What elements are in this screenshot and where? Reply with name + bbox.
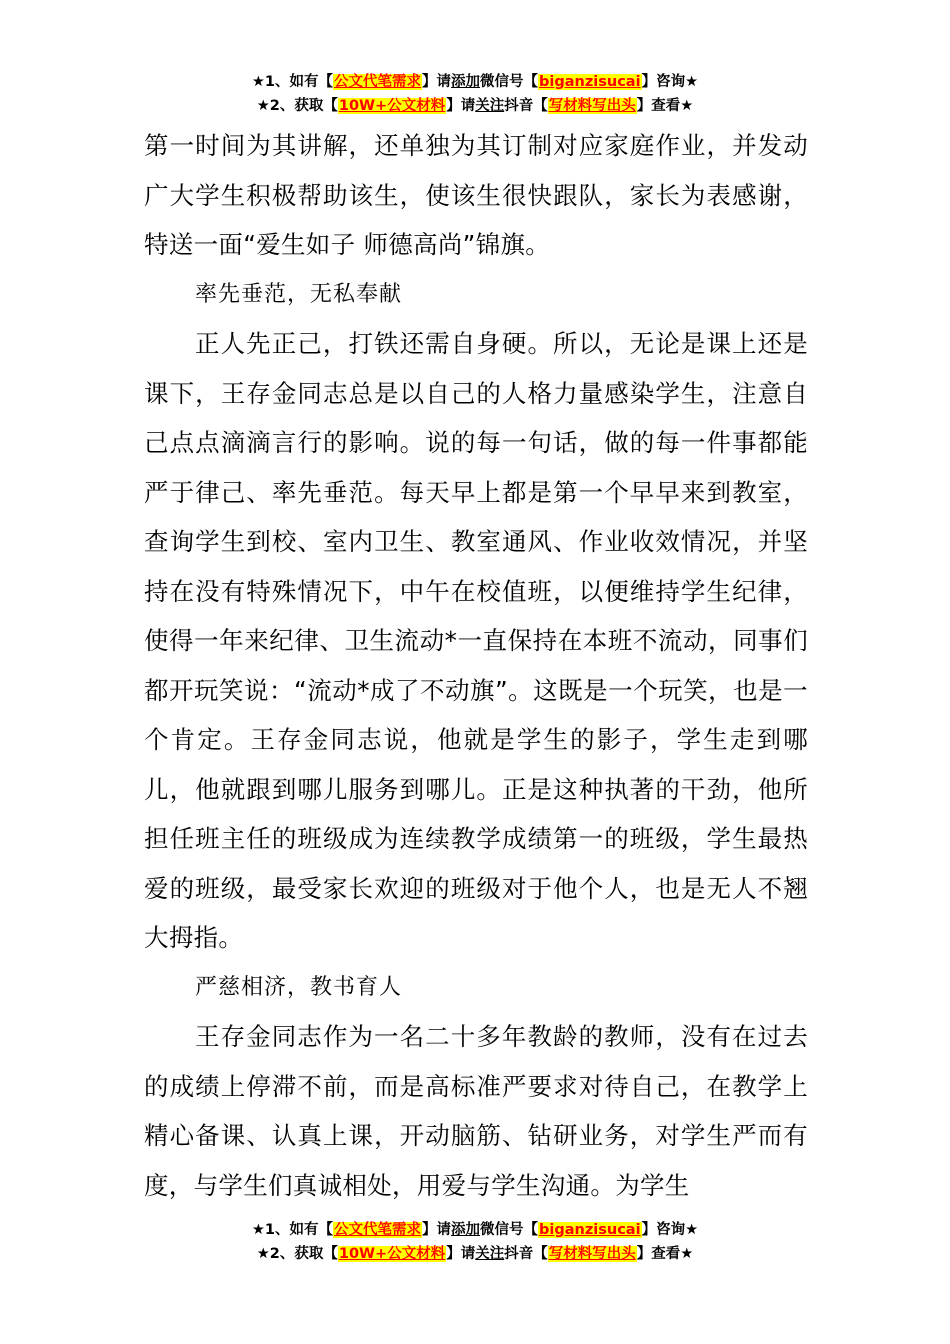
banner-text: 】请 [446, 1246, 476, 1262]
banner-text: 】咨询★ [641, 1222, 699, 1238]
banner-line-1 [0, 1218, 950, 1242]
banner-underlined-text: 关注 [475, 1246, 505, 1262]
paragraph-exemplary: 正人先正己，打铁还需自身硬。所以，无论是课上还是课下，王存金同志总是以自己的人格力量感染学生，注意自己点点滴滴言行的影响。说的每一句话，做的每一件事都能严于律己、率先垂范。每天早上都是第一个早早来到教室，查询学生到校、室内卫生、教室通风、作业收效情况，并坚持在没有特殊情况下，中午在校值班，以便维持学生纪律，使得一年来纪律、卫生流动*一直保持在本班不流动，同事们都开玩笑说：“流动*成了不动旗”。这既是一个玩笑，也是一个肯定。王存金同志说，他就是学生的影子，学生走到哪儿，他就跟到哪儿服务到哪儿。正是这种执著的干劲，他所担任班主任的班级成为连续教学成绩第一的班级，学生最热爱的班级，最受家长欢迎的班级对于他个人，也是无人不翘大拇指。 [144, 329, 808, 952]
wechat-id-highlight: biganzisucai [539, 74, 641, 90]
banner-text: 抖音【 [504, 1246, 548, 1262]
douyin-id-highlight: 写材料写出头 [548, 1246, 636, 1262]
banner-text: ★2、获取【 [256, 1246, 338, 1262]
banner-underlined-text: 添加 [451, 74, 481, 90]
paragraph-teaching: 王存金同志作为一名二十多年教龄的教师，没有在过去的成绩上停滞不前，而是高标准严要求对待自己，在教学上精心备课、认真上课，开动脑筋、钻研业务，对学生严而有度，与学生们真诚相处，用爱与学生沟通。为学生 [144, 1022, 808, 1200]
banner-line-2 [0, 94, 950, 118]
document-body [144, 121, 808, 1210]
paragraph-continued: 第一时间为其讲解，还单独为其订制对应家庭作业，并发动广大学生积极帮助该生，使该生很快跟队，家长为表感谢，特送一面“爱生如子 师德高尚”锦旗。 [144, 131, 808, 259]
banner-text: 】咨询★ [641, 74, 699, 90]
banner-underlined-text: 添加 [451, 1222, 481, 1238]
douyin-id-highlight: 写材料写出头 [548, 98, 636, 114]
banner-text: 抖音【 [504, 98, 548, 114]
banner-text: 】查看★ [636, 1246, 694, 1262]
section-heading-exemplary: 率先垂范，无私奉献 [195, 281, 403, 307]
banner-highlight: 10W+公文材料 [338, 98, 446, 114]
banner-text: 】请 [446, 98, 476, 114]
banner-text: 微信号【 [480, 1222, 539, 1238]
banner-text: ★1、如有【 [251, 1222, 334, 1238]
banner-text: 】查看★ [636, 98, 694, 114]
banner-highlight: 公文代笔需求 [334, 1222, 422, 1238]
banner-text: 】请 [422, 74, 452, 90]
banner-text: 微信号【 [480, 74, 539, 90]
banner-highlight: 公文代笔需求 [334, 74, 422, 90]
banner-text: 】请 [422, 1222, 452, 1238]
wechat-id-highlight: biganzisucai [539, 1222, 641, 1238]
banner-line-2 [0, 1242, 950, 1266]
section-heading-teaching: 严慈相济，教书育人 [195, 974, 403, 1000]
banner-line-1 [0, 70, 950, 94]
banner-underlined-text: 关注 [475, 98, 505, 114]
header-banner [0, 70, 950, 118]
banner-highlight: 10W+公文材料 [338, 1246, 446, 1262]
banner-text: ★1、如有【 [251, 74, 334, 90]
banner-text: ★2、获取【 [256, 98, 338, 114]
footer-banner [0, 1218, 950, 1266]
